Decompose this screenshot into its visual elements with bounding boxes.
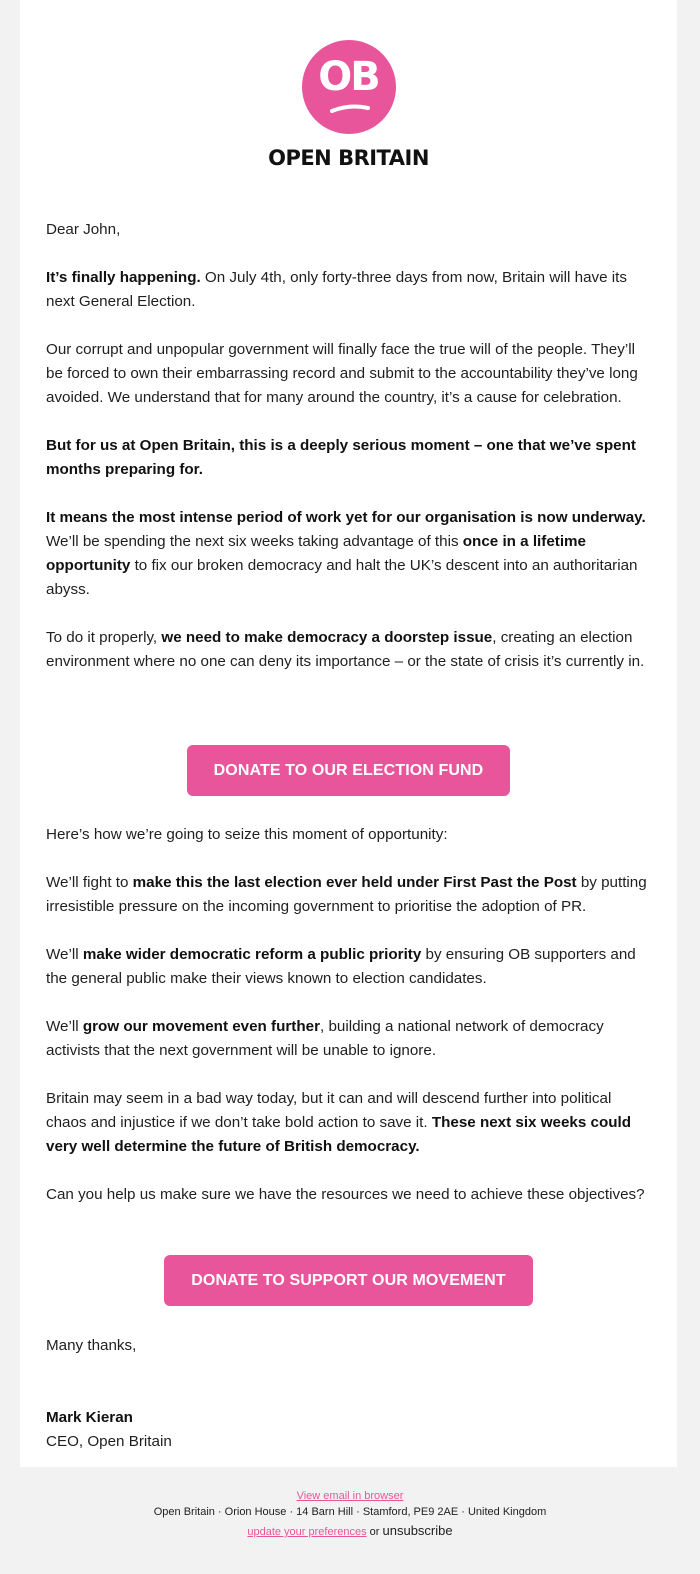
email-body-top (46, 218, 656, 698)
footer-address: Open Britain · Orion House · 14 Barn Hill · Stamford, PE9 2AE · United Kingdom (153, 1506, 547, 1518)
open-britain-logo (302, 40, 396, 134)
paragraph-7: We’ll fight to make this the last election ever held under First Past the Post by putting irresistible pressure on the incoming government to prioritise the adoption of PR. (46, 874, 647, 915)
email-body-middle (46, 823, 656, 1231)
paragraph-8: We’ll make wider democratic reform a public priority by ensuring OB supporters and the general public make their views known to election candidates. (46, 946, 636, 987)
logo-underline-swoosh-icon (330, 102, 370, 114)
signature-title: CEO, Open Britain (46, 1433, 172, 1450)
donate-election-fund-button[interactable]: DONATE TO OUR ELECTION FUND (187, 745, 510, 796)
view-in-browser-link[interactable]: View email in browser (296, 1490, 404, 1502)
signature-name: Mark Kieran (46, 1409, 133, 1426)
brand-name: OPEN BRITAIN (268, 146, 429, 170)
donate-support-movement-button[interactable]: DONATE TO SUPPORT OUR MOVEMENT (164, 1255, 533, 1306)
update-preferences-link[interactable]: update your preferences (247, 1526, 367, 1538)
logo-monogram: OB (318, 54, 379, 100)
brand-header (20, 40, 677, 170)
greeting: Dear John, (46, 221, 121, 238)
unsubscribe-link[interactable]: unsubscribe (382, 1523, 453, 1538)
paragraph-2: Our corrupt and unpopular government will finally face the true will of the people. They’ll be forced to own their embarrassing record and submit to the accountability they’ve long avoided. We understand that for many around the country, it’s a cause for celebration. (46, 341, 638, 406)
email-signoff (46, 1334, 656, 1454)
paragraph-11: Can you help us make sure we have the resources we need to achieve these objectives? (46, 1186, 645, 1203)
paragraph-4: It means the most intense period of work yet for our organisation is now underway. We’ll be spending the next six weeks taking advantage of this once in a lifetime opportunity to fix our broken democracy and halt the UK’s descent into an authoritarian abyss. (46, 509, 646, 598)
email-card (20, 0, 677, 1467)
paragraph-3: But for us at Open Britain, this is a deeply serious moment – one that we’ve spent months preparing for. (46, 437, 636, 478)
paragraph-9: We’ll grow our movement even further, building a national network of democracy activists that the next government will be unable to ignore. (46, 1018, 604, 1059)
paragraph-5: To do it properly, we need to make democracy a doorstep issue, creating an election environment where no one can deny its importance – or the state of crisis it’s currently in. (46, 629, 645, 670)
paragraph-10: Britain may seem in a bad way today, but it can and will descend further into political chaos and injustice if we don’t take bold action to save it. These next six weeks could very well determine the future of British democracy. (46, 1090, 632, 1155)
paragraph-6: Here’s how we’re going to seize this moment of opportunity: (46, 826, 448, 843)
footer-preferences: update your preferences or unsubscribe (247, 1523, 453, 1538)
paragraph-1: It’s finally happening. On July 4th, only forty-three days from now, Britain will have its next General Election. (46, 269, 627, 310)
signoff: Many thanks, (46, 1337, 137, 1354)
email-footer (0, 1489, 700, 1542)
